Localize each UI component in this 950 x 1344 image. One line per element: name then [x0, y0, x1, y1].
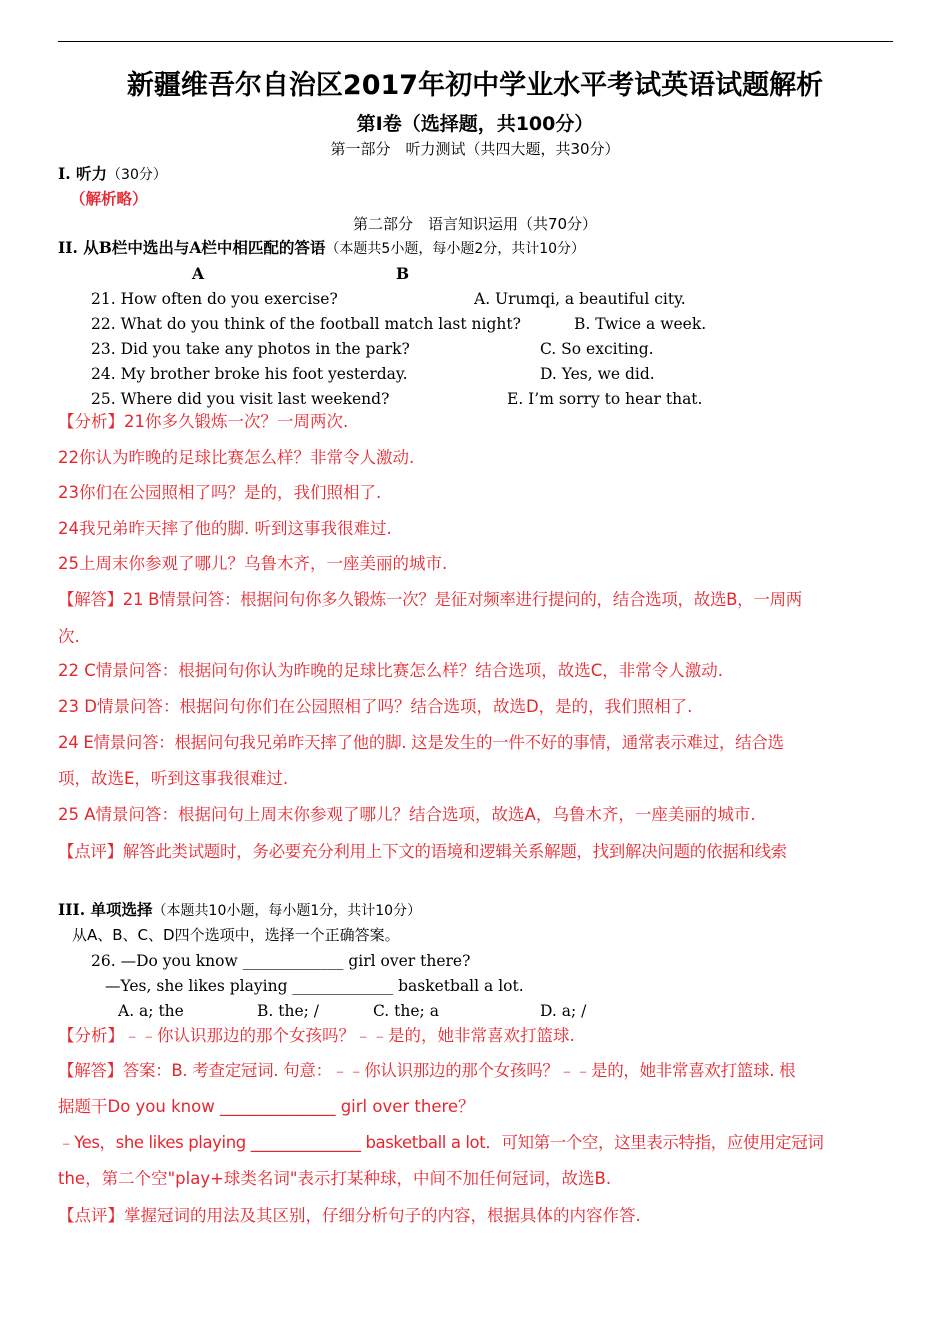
- match-answer-d: D. Yes, we did.: [540, 365, 655, 383]
- match-question-25: 25. Where did you visit last weekend?: [91, 390, 390, 408]
- option-b: B. the; /: [257, 1002, 319, 1020]
- analysis-line: 23你们在公园照相了吗？是的，我们照相了.: [58, 483, 382, 502]
- section3-heading: [58, 900, 421, 921]
- section3-label: III. 单项选择: [58, 900, 153, 919]
- section3-instructions: （本题共10小题，每小题1分，共计10分）: [152, 903, 422, 919]
- solution-line: 次.: [58, 627, 80, 646]
- part1-heading: 第一部分 听力测试（共四大题，共30分）: [330, 140, 620, 158]
- match-answer-b: B. Twice a week.: [574, 315, 707, 333]
- section1-score: （30分）: [107, 167, 167, 183]
- solution-line: 据题干Do you know ______________ girl over there？: [58, 1097, 475, 1116]
- part2-heading: 第二部分 语言知识运用（共70分）: [352, 215, 598, 233]
- comment-line: 【点评】掌握冠词的用法及其区别，仔细分析句子的内容，根据具体的内容作答.: [58, 1206, 641, 1225]
- section1-heading: [58, 164, 167, 185]
- question-26-line1: 26. —Do you know _____________ girl over there?: [91, 952, 471, 970]
- analysis-line: 【分析】21你多久锻炼一次？一周两次.: [58, 412, 349, 431]
- match-question-21: 21. How often do you exercise?: [91, 290, 338, 308]
- match-answer-a: A. Urumqi, a beautiful city.: [474, 290, 686, 308]
- solution-line: 项，故选E，听到这事我很难过.: [58, 769, 289, 788]
- section1-note: （解析略）: [70, 190, 148, 208]
- solution-line: 24 E情景问答：根据问句我兄弟昨天摔了他的脚. 这是发生的一件不好的事情，通常表示难过，结合选: [58, 733, 784, 752]
- section2-label: II. 从B栏中选出与A栏中相匹配的答语: [58, 238, 326, 257]
- match-answer-e: E. I’m sorry to hear that.: [507, 390, 703, 408]
- match-question-24: 24. My brother broke his foot yesterday.: [91, 365, 408, 383]
- column-a-header: A: [192, 264, 205, 283]
- option-a: A. a; the: [118, 1002, 184, 1020]
- solution-line: the，第二个空"play+球类名词"表示打某种球，中间不加任何冠词，故选B.: [58, 1169, 612, 1188]
- question-26-line2: —Yes, she likes playing _____________ basketball a lot.: [105, 977, 524, 995]
- match-answer-c: C. So exciting.: [540, 340, 654, 358]
- analysis-line: 22你认为昨晚的足球比赛怎么样？非常令人激动.: [58, 448, 415, 467]
- solution-line: 25 A情景问答：根据问句上周末你参观了哪儿？结合选项，故选A，乌鲁木齐，一座美丽的城市.: [58, 805, 756, 824]
- top-rule: [58, 41, 893, 42]
- analysis-line: 25上周末你参观了哪儿？乌鲁木齐，一座美丽的城市.: [58, 554, 448, 573]
- match-question-23: 23. Did you take any photos in the park?: [91, 340, 410, 358]
- analysis-line: 【分析】﹣﹣你认识那边的那个女孩吗？﹣﹣是的，她非常喜欢打篮球.: [58, 1026, 575, 1045]
- solution-line: ﹣Yes，she likes playing ______________ basketball a lot．可知第一个空，这里表示特指，应使用定冠词: [58, 1133, 824, 1152]
- solution-line: 【解答】答案：B. 考查定冠词. 句意：﹣﹣你认识那边的那个女孩吗？﹣﹣是的，她非常喜欢打篮球. 根: [58, 1061, 796, 1080]
- volume-title: 第Ⅰ卷（选择题，共100分）: [356, 113, 594, 135]
- column-b-header: B: [396, 264, 410, 283]
- section1-label: I. 听力: [58, 164, 108, 183]
- section2-heading: [58, 238, 585, 259]
- option-d: D. a; /: [540, 1002, 587, 1020]
- solution-line: 【解答】21 B情景问答：根据问句你多久锻炼一次？是征对频率进行提问的，结合选项，故选B，一周两: [58, 590, 802, 609]
- comment-line: 【点评】解答此类试题时，务必要充分利用上下文的语境和逻辑关系解题，找到解决问题的依据和线索: [58, 842, 788, 861]
- section2-instructions: （本题共5小题，每小题2分，共计10分）: [325, 241, 586, 257]
- page-title: 新疆维吾尔自治区2017年初中学业水平考试英语试题解析: [126, 70, 824, 101]
- match-question-22: 22. What do you think of the football match last night?: [91, 315, 521, 333]
- option-c: C. the; a: [373, 1002, 439, 1020]
- analysis-line: 24我兄弟昨天摔了他的脚. 听到这事我很难过.: [58, 519, 392, 538]
- solution-line: 22 C情景问答：根据问句你认为昨晚的足球比赛怎么样？结合选项，故选C，非常令人激动.: [58, 661, 724, 680]
- section3-subinstruction: 从A、B、C、D四个选项中，选择一个正确答案。: [72, 926, 400, 944]
- solution-line: 23 D情景问答：根据问句你们在公园照相了吗？结合选项，故选D，是的，我们照相了.: [58, 697, 693, 716]
